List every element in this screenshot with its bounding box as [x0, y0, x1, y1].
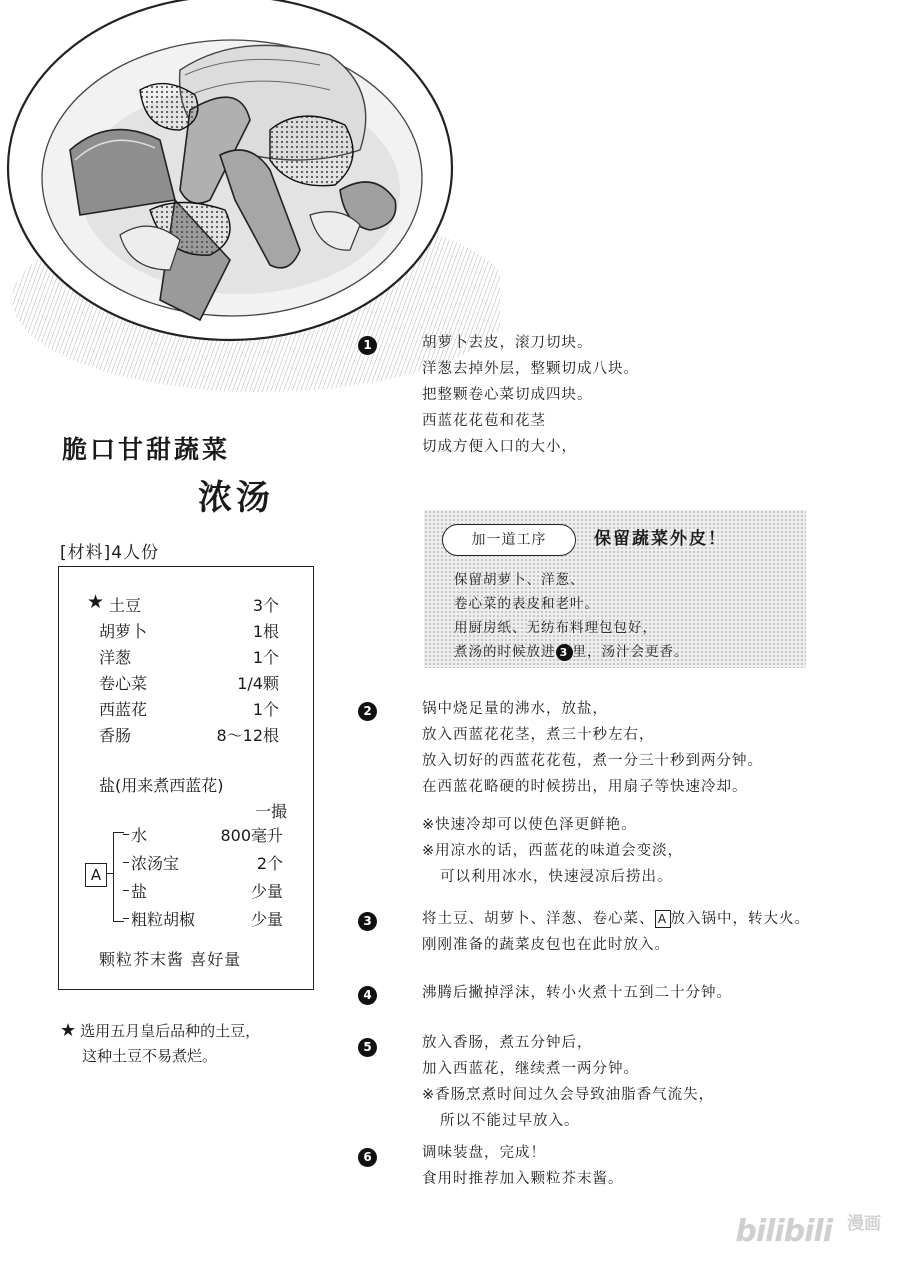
group-a-ref-badge: A	[655, 910, 671, 928]
group-a-ingredient-name: 粗粒胡椒	[131, 910, 196, 929]
step-1-text	[422, 330, 639, 460]
step-1-line: 洋葱去掉外层，整颗切成八块。	[422, 361, 639, 377]
step-4-text	[422, 980, 732, 1006]
step-6-text	[422, 1140, 624, 1192]
step-2-line: 在西蓝花略硬的时候捞出，用扇子等快速冷却。	[422, 779, 748, 795]
tip-line	[454, 640, 689, 664]
ingredient-name: 香肠	[99, 726, 132, 745]
group-a-ingredient-qty: 2个	[256, 854, 283, 873]
ingredient-row	[59, 619, 313, 645]
star-note-line2: 这种土豆不易煮烂。	[82, 1047, 218, 1065]
carrot-chunk	[70, 130, 175, 215]
ingredient-qty: 1/4颗	[237, 674, 279, 693]
step-6-number: 6	[358, 1148, 377, 1167]
mustard-line: 颗粒芥末酱 喜好量	[99, 950, 242, 969]
step-3-ref-icon: 3	[556, 644, 573, 661]
tip-last-post: 里，汤汁会更香。	[572, 644, 689, 660]
group-a-ingredient-name: 浓汤宝	[131, 854, 180, 873]
step-3-line1	[422, 906, 810, 932]
step-5-note: 所以不能过早放入。	[440, 1113, 580, 1129]
step-4-number: 4	[358, 986, 377, 1005]
recipe-title-line1: 脆口甘甜蔬菜	[62, 435, 231, 464]
group-a-tick	[123, 890, 129, 891]
recipe-title-line2: 浓汤	[198, 478, 274, 518]
ingredient-row	[59, 671, 313, 697]
star-note-line1: 选用五月皇后品种的土豆，	[80, 1022, 261, 1040]
star-note	[60, 1018, 260, 1069]
step-2-line: 放入西蓝花花茎，煮三十秒左右，	[422, 727, 655, 743]
step-5-line: 加入西蓝花，继续煮一两分钟。	[422, 1061, 639, 1077]
step-5-note: ※香肠烹煮时间过久会导致油脂香气流失，	[422, 1087, 715, 1103]
step-1-line: 西蓝花花苞和花茎	[422, 413, 546, 429]
step-1-line: 把整颗卷心菜切成四块。	[422, 387, 593, 403]
step-5-text	[422, 1030, 714, 1134]
group-a-badge: A	[85, 863, 107, 887]
ingredient-qty: 1个	[252, 700, 279, 719]
group-a-tick	[123, 918, 129, 919]
step-3-line2: 刚刚准备的蔬菜皮包也在此时放入。	[422, 937, 670, 953]
group-a-bracket	[113, 832, 124, 922]
step-3-line1-post: 放入锅中，转大火。	[670, 911, 810, 927]
ingredient-name: 土豆	[109, 596, 142, 615]
group-a-ingredient-qty: 800毫升	[220, 826, 283, 845]
ingredient-qty: 1个	[252, 648, 279, 667]
ingredient-qty: 3个	[252, 596, 279, 615]
ingredient-name: 西蓝花	[99, 700, 148, 719]
tip-line: 用厨房纸、无纺布料理包包好，	[454, 620, 657, 636]
step-6-line: 调味装盘，完成！	[422, 1145, 546, 1161]
ingredient-qty: 1根	[252, 622, 279, 641]
step-3-line1-pre: 将土豆、胡萝卜、洋葱、卷心菜、	[422, 911, 655, 927]
step-2-line: 锅中烧足量的沸水，放盐，	[422, 701, 608, 717]
step-3-number: 3	[358, 912, 377, 931]
step-1-line: 胡萝卜去皮，滚刀切块。	[422, 335, 593, 351]
tip-pill: 加一道工序	[442, 524, 576, 556]
group-a-ingredient-name: 盐	[131, 882, 148, 901]
tip-last-pre: 煮汤的时候放进	[454, 644, 556, 660]
step-2-note: ※用凉水的话，西蓝花的味道会变淡，	[422, 843, 684, 859]
step-5-number: 5	[358, 1038, 377, 1057]
tip-heading: 保留蔬菜外皮！	[594, 529, 727, 549]
ingredient-row	[59, 723, 313, 749]
ingredient-qty: 8～12根	[216, 726, 279, 745]
step-4-line: 沸腾后撇掉浮沫，转小火煮十五到二十分钟。	[422, 985, 732, 1001]
ingredient-row	[59, 645, 313, 671]
step-5-line: 放入香肠，煮五分钟后，	[422, 1035, 593, 1051]
tip-box	[424, 510, 806, 668]
tip-line: 卷心菜的表皮和老叶。	[454, 596, 599, 612]
group-a-ingredient-qty: 少量	[250, 910, 283, 929]
star-icon: ★	[60, 1020, 77, 1041]
step-2-line: 放入切好的西蓝花花苞，煮一分三十秒到两分钟。	[422, 753, 763, 769]
salt-qty: 一撮	[254, 802, 287, 821]
star-icon: ★	[87, 591, 105, 613]
ingredient-name: 胡萝卜	[99, 622, 148, 641]
tip-lines	[454, 568, 689, 664]
step-2-number: 2	[358, 702, 377, 721]
watermark-logo: bilibili	[735, 1214, 832, 1249]
step-1-number: 1	[358, 336, 377, 355]
ingredient-row	[59, 697, 313, 723]
step-1-line: 切成方便入口的大小，	[422, 439, 577, 455]
step-2-text	[422, 696, 763, 890]
step-6-line: 食用时推荐加入颗粒芥末酱。	[422, 1171, 624, 1187]
salt-label: 盐(用来煮西蓝花)	[99, 776, 224, 795]
group-a-tick	[123, 834, 129, 835]
ingredient-name: 洋葱	[99, 648, 132, 667]
ingredient-name: 卷心菜	[99, 674, 148, 693]
group-a-ingredient-name: 水	[131, 826, 148, 845]
watermark-sub: 漫画	[847, 1214, 881, 1234]
step-2-note: 可以利用冰水，快速浸凉后捞出。	[440, 869, 673, 885]
ingredient-row	[59, 593, 313, 619]
group-a-tick	[123, 862, 129, 863]
ingredients-box	[58, 566, 314, 990]
step-2-note: ※快速冷却可以使色泽更鲜艳。	[422, 817, 637, 833]
step-3-text	[422, 906, 810, 958]
ingredients-heading: [材料]4人份	[60, 543, 160, 563]
tip-line: 保留胡萝卜、洋葱、	[454, 572, 585, 588]
group-a-ingredient-qty: 少量	[250, 882, 283, 901]
